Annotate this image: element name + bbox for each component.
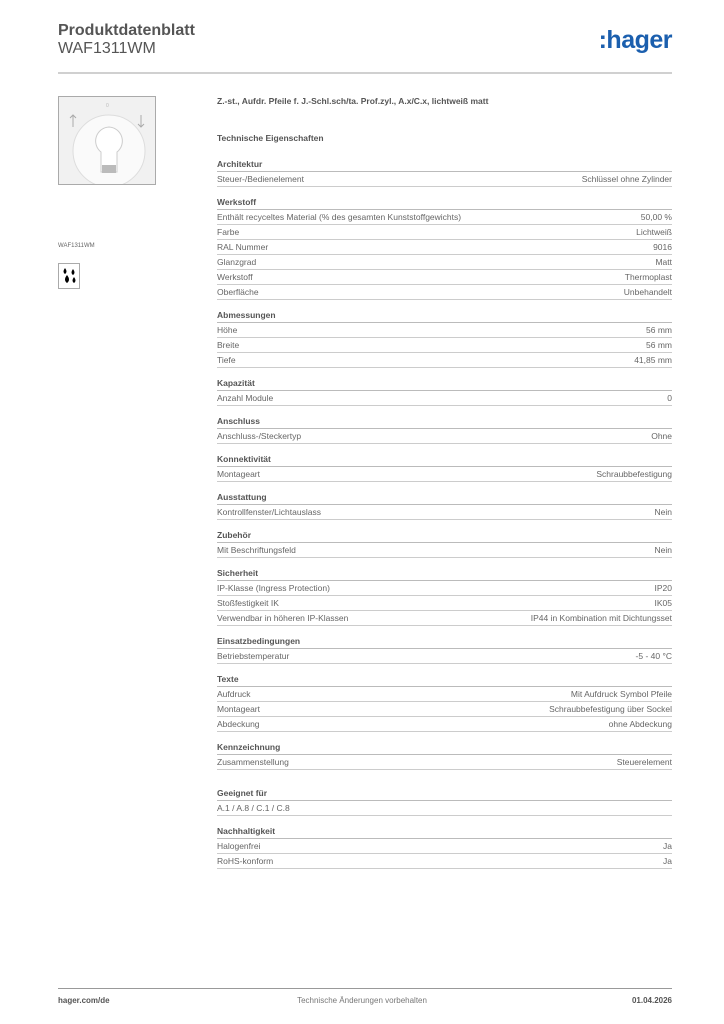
section-title: Kapazität (217, 376, 672, 391)
spec-value: 56 mm (646, 340, 672, 350)
spec-row (217, 702, 672, 717)
spec-label: Abdeckung (217, 719, 260, 729)
section (217, 414, 672, 444)
spec-label: Stoßfestigkeit IK (217, 598, 279, 608)
section (217, 566, 672, 626)
product-description: Z.-st., Aufdr. Pfeile f. J.-Schl.sch/ta. Prof.zyl., A.x/C.x, lichtweiß matt (217, 96, 489, 106)
section-title: Kennzeichnung (217, 740, 672, 755)
spec-row (217, 285, 672, 300)
spec-row (217, 687, 672, 702)
spec-row (217, 801, 672, 816)
section (217, 672, 672, 732)
section-title: Abmessungen (217, 308, 672, 323)
spec-row (217, 543, 672, 558)
spec-label: RoHS-konform (217, 856, 274, 866)
section (217, 490, 672, 520)
spec-value: IK05 (654, 598, 672, 608)
header-divider (58, 72, 672, 74)
section (217, 634, 672, 664)
spec-value: IP20 (654, 583, 672, 593)
spec-label: Betriebstemperatur (217, 651, 290, 661)
section-title: Texte (217, 672, 672, 687)
section (217, 308, 672, 368)
spec-label: Höhe (217, 325, 238, 335)
spec-row (217, 467, 672, 482)
tech-heading: Technische Eigenschaften (217, 133, 324, 143)
spec-value: Schlüssel ohne Zylinder (581, 174, 672, 184)
spec-value: Mit Aufdruck Symbol Pfeile (570, 689, 672, 699)
spec-row (217, 240, 672, 255)
spec-value: ohne Abdeckung (608, 719, 672, 729)
spec-value: Ja (663, 841, 672, 851)
section-title: Ausstattung (217, 490, 672, 505)
spec-row (217, 649, 672, 664)
spec-value: -5 - 40 °C (635, 651, 672, 661)
svg-text:0: 0 (106, 103, 109, 109)
article-number: WAF1311WM (58, 40, 156, 57)
spec-label: A.1 / A.8 / C.1 / C.8 (217, 803, 290, 813)
spec-row (217, 839, 672, 854)
section-title: Anschluss (217, 414, 672, 429)
spec-label: Enthält recyceltes Material (% des gesamten Kunststoffgewichts) (217, 212, 462, 222)
spec-label: Montageart (217, 469, 260, 479)
spec-label: Anzahl Module (217, 393, 274, 403)
section-title: Sicherheit (217, 566, 672, 581)
specifications (217, 96, 672, 877)
spec-row (217, 581, 672, 596)
spec-label: Zusammenstellung (217, 757, 289, 767)
spec-label: Mit Beschriftungsfeld (217, 545, 296, 555)
spec-value: 56 mm (646, 325, 672, 335)
section (217, 528, 672, 558)
image-caption: WAF1311WM (58, 243, 95, 249)
section-title: Einsatzbedingungen (217, 634, 672, 649)
spec-value: 9016 (653, 242, 672, 252)
spec-row (217, 596, 672, 611)
section-title: Nachhaltigkeit (217, 824, 672, 839)
spec-value: Schraubbefestigung über Sockel (549, 704, 672, 714)
section (217, 452, 672, 482)
footer-divider (58, 988, 672, 989)
spec-row (217, 353, 672, 368)
spec-row (217, 429, 672, 444)
spec-label: Anschluss-/Steckertyp (217, 431, 302, 441)
spec-value: Thermoplast (624, 272, 672, 282)
footer-disclaimer: Technische Änderungen vorbehalten (297, 996, 427, 1005)
hager-logo: :hager (598, 26, 672, 54)
spec-row (217, 505, 672, 520)
spec-row (217, 338, 672, 353)
spec-row (217, 172, 672, 187)
footer-website[interactable]: hager.com/de (58, 996, 110, 1005)
spec-label: RAL Nummer (217, 242, 269, 252)
spec-label: Farbe (217, 227, 240, 237)
section (217, 157, 672, 187)
spec-value: Steuerelement (616, 757, 672, 767)
spec-row (217, 611, 672, 626)
spec-label: Verwendbar in höheren IP-Klassen (217, 613, 349, 623)
spec-row (217, 854, 672, 869)
spec-label: Halogenfrei (217, 841, 261, 851)
section (217, 740, 672, 770)
spec-value: 50,00 % (640, 212, 672, 222)
spec-row (217, 225, 672, 240)
spec-row (217, 210, 672, 225)
section (217, 786, 672, 816)
section-title: Werkstoff (217, 195, 672, 210)
spec-label: Aufdruck (217, 689, 251, 699)
spec-label: Tiefe (217, 355, 236, 365)
spec-row (217, 717, 672, 732)
spec-label: Breite (217, 340, 240, 350)
spec-value: Nein (654, 507, 672, 517)
section-title: Geeignet für (217, 786, 672, 801)
spec-value: Matt (655, 257, 672, 267)
spec-value: 0 (667, 393, 672, 403)
section-title: Konnektivität (217, 452, 672, 467)
spec-label: Werkstoff (217, 272, 253, 282)
spec-label: Steuer-/Bedienelement (217, 174, 304, 184)
footer-date: 01.04.2026 (631, 996, 672, 1005)
spec-row (217, 255, 672, 270)
spec-row (217, 323, 672, 338)
spec-value: IP44 in Kombination mit Dichtungsset (530, 613, 672, 623)
page-title: Produktdatenblatt (58, 22, 195, 39)
spec-row (217, 270, 672, 285)
spec-value: Ohne (651, 431, 672, 441)
spec-value: Lichtweiß (636, 227, 672, 237)
spec-value: Nein (654, 545, 672, 555)
spec-value: Ja (663, 856, 672, 866)
spec-value: Schraubbefestigung (596, 469, 672, 479)
spec-label: IP-Klasse (Ingress Protection) (217, 583, 330, 593)
section-title: Zubehör (217, 528, 672, 543)
spec-label: Kontrollfenster/Lichtauslass (217, 507, 321, 517)
spec-value: Unbehandelt (623, 287, 672, 297)
spec-value: 41,85 mm (634, 355, 672, 365)
spec-row (217, 391, 672, 406)
spec-label: Glanzgrad (217, 257, 257, 267)
spec-row (217, 755, 672, 770)
section (217, 195, 672, 300)
moisture-drops-icon (58, 263, 80, 289)
spec-label: Montageart (217, 704, 260, 714)
product-image (58, 96, 156, 185)
section-title: Architektur (217, 157, 672, 172)
section (217, 376, 672, 406)
spec-label: Oberfläche (217, 287, 259, 297)
section (217, 824, 672, 869)
